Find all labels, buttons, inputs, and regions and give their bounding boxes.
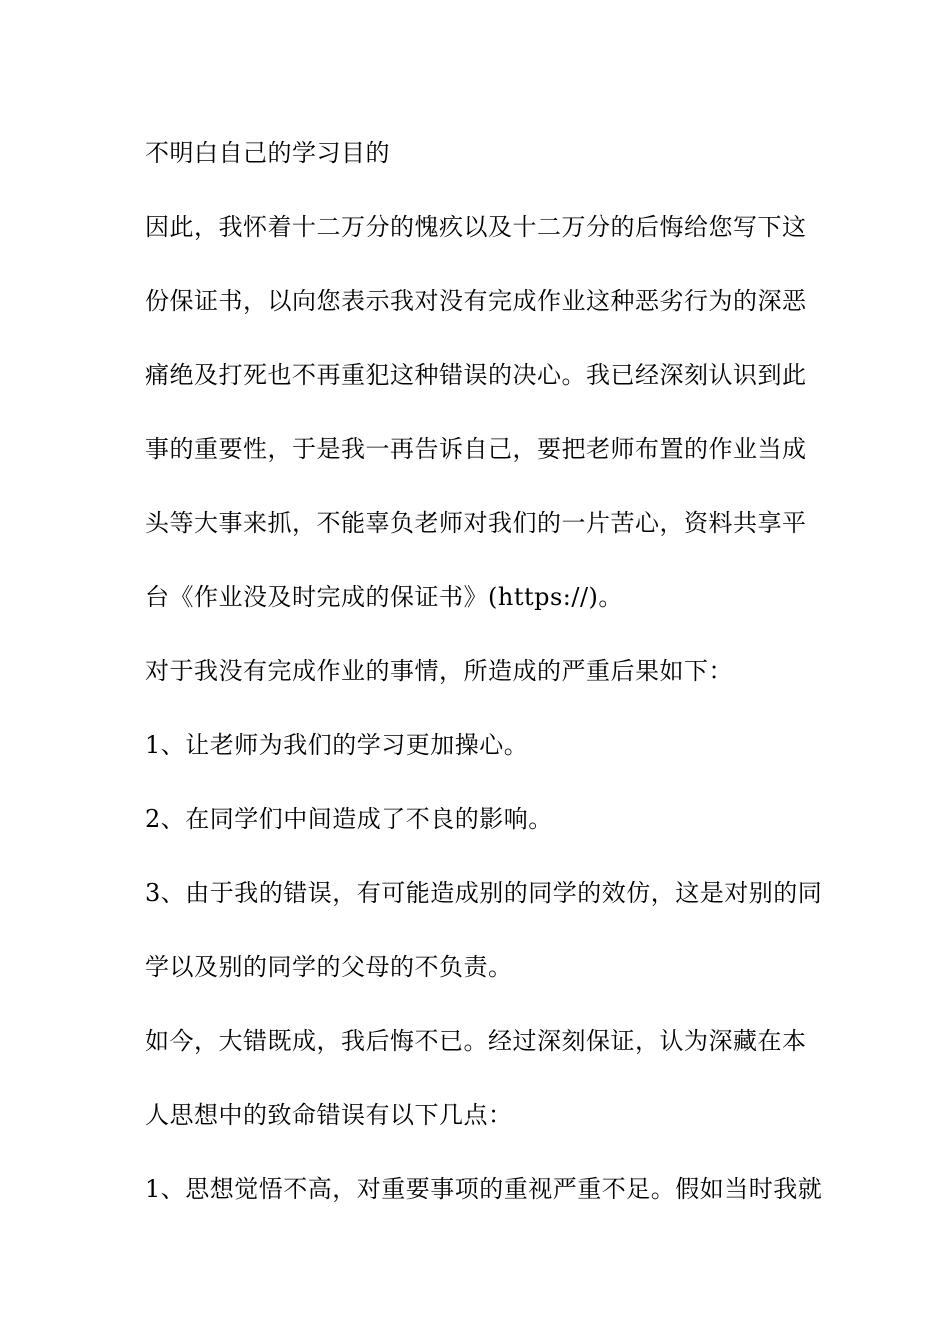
- document-body: [145, 133, 823, 1243]
- paragraph-line: 学以及别的同学的父母的不负责。: [145, 953, 513, 981]
- paragraph-line: 份保证书，以向您表示我对没有完成作业这种恶劣行为的深恶: [145, 287, 807, 315]
- list-item: 1、思想觉悟不高，对重要事项的重视严重不足。假如当时我就: [145, 1175, 823, 1203]
- list-item: 1、让老师为我们的学习更加操心。: [145, 731, 529, 759]
- paragraph-line: 事的重要性，于是我一再告诉自己，要把老师布置的作业当成: [145, 435, 807, 463]
- paragraph-line: 对于我没有完成作业的事情，所造成的严重后果如下：: [145, 657, 733, 685]
- paragraph-line: 因此，我怀着十二万分的愧疚以及十二万分的后悔给您写下这: [145, 213, 807, 241]
- paragraph-line: 痛绝及打死也不再重犯这种错误的决心。我已经深刻认识到此: [145, 361, 807, 389]
- paragraph-line-with-link: 台《作业没及时完成的保证书》(https://)。: [145, 583, 623, 611]
- paragraph-line: 头等大事来抓，不能辜负老师对我们的一片苦心，资料共享平: [145, 509, 807, 537]
- paragraph-line: 如今，大错既成，我后悔不已。经过深刻保证，认为深藏在本: [145, 1027, 807, 1055]
- paragraph-line: 人思想中的致命错误有以下几点：: [145, 1101, 513, 1129]
- list-item: 2、在同学们中间造成了不良的影响。: [145, 805, 553, 833]
- paragraph-line: 不明白自己的学习目的: [145, 139, 390, 167]
- list-item: 3、由于我的错误，有可能造成别的同学的效仿，这是对别的同: [145, 879, 823, 907]
